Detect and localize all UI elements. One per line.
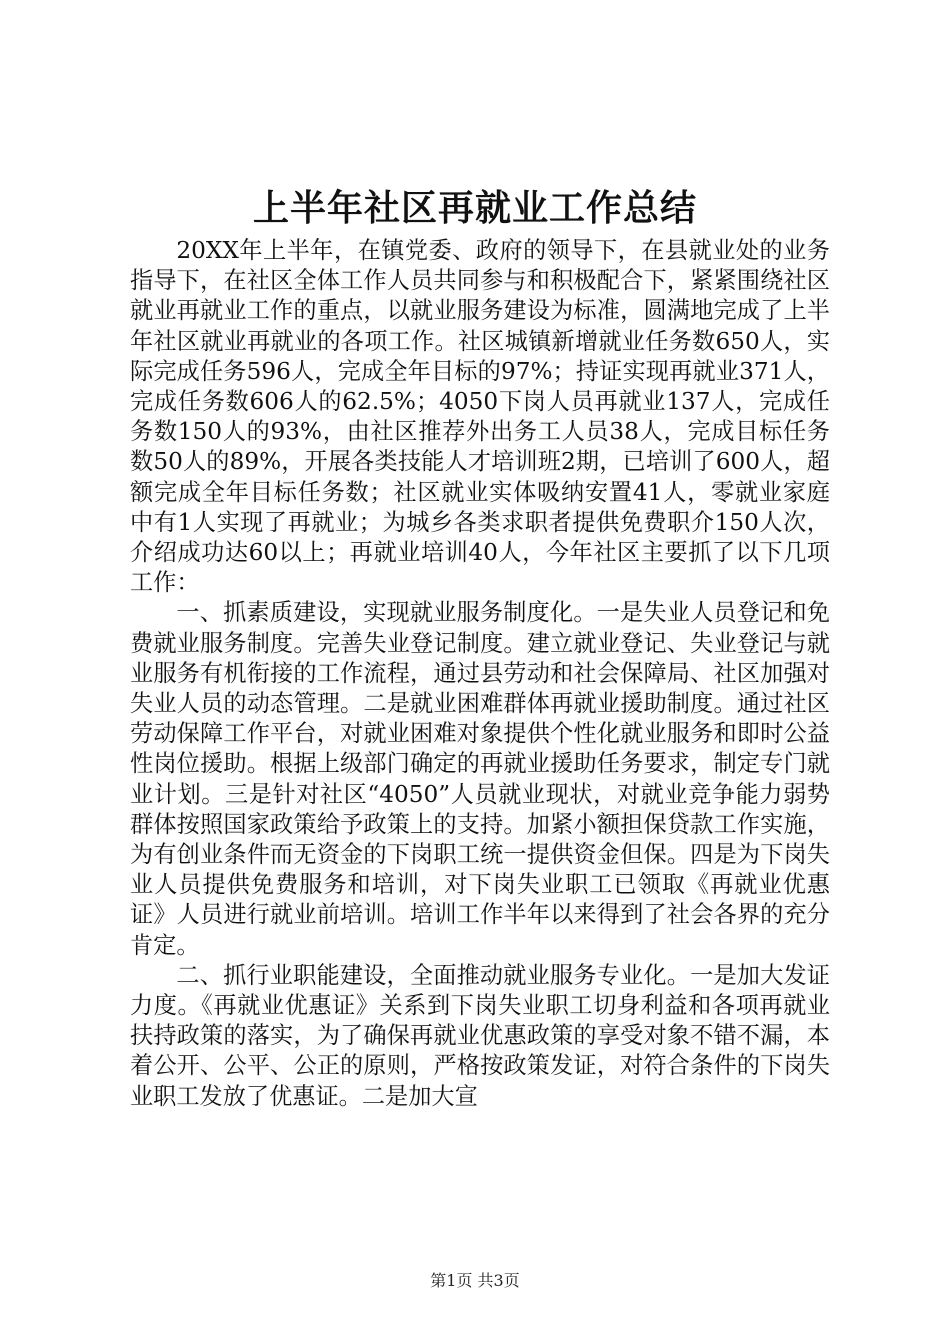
page-number-footer: 第1页 共3页 [430,1271,520,1290]
paragraph-intro: 20XX年上半年，在镇党委、政府的领导下，在县就业处的业务指导下，在社区全体工作人员共同参与和积极配合下，紧紧围绕社区就业再就业工作的重点，以就业服务建设为标准，圆满地完成了上半年社区就业再就业的各项工作。社区城镇新增就业任务数650人，实际完成任务596人，完成全年目标的97%；持证实现再就业371人，完成任务数606人的62.5%；4050下岗人员再就业137人，完成任务数150人的93%，由社区推荐外出务工人员38人，完成目标任务数50人的89%，开展各类技能人才培训班2期，已培训了600人，超额完成全年目标任务数；社区就业实体吸纳安置41人，零就业家庭中有1人实现了再就业；为城乡各类求职者提供免费职介150人次，介绍成功达60以上；再就业培训40人，今年社区主要抓了以下几项工作： [130,237,830,597]
document-body [130,236,830,1112]
paragraph-section-two: 二、抓行业职能建设，全面推动就业服务专业化。一是加大发证力度。《再就业优惠证》关系到下岗失业职工切身利益和各项再就业扶持政策的落实，为了确保再就业优惠政策的享受对象不错不漏，本着公开、公平、公正的原则，严格按政策发证，对符合条件的下岗失业职工发放了优惠证。二是加大宣 [130,961,830,1110]
document-title: 上半年社区再就业工作总结 [252,187,697,229]
paragraph-section-one: 一、抓素质建设，实现就业服务制度化。一是失业人员登记和免费就业服务制度。完善失业登记制度。建立就业登记、失业登记与就业服务有机衔接的工作流程，通过县劳动和社会保障局、社区加强对失业人员的动态管理。二是就业困难群体再就业援助制度。通过社区劳动保障工作平台，对就业困难对象提供个性化就业服务和即时公益性岗位援助。根据上级部门确定的再就业援助任务要求，制定专门就业计划。三是针对社区“4050”人员就业现状，对就业竞争能力弱势群体按照国家政策给予政策上的支持。加紧小额担保贷款工作实施，为有创业条件而无资金的下岗职工统一提供资金但保。四是为下岗失业人员提供免费服务和培训，对下岗失业职工已领取《再就业优惠证》人员进行就业前培训。培训工作半年以来得到了社会各界的充分肯定。 [130,599,830,959]
